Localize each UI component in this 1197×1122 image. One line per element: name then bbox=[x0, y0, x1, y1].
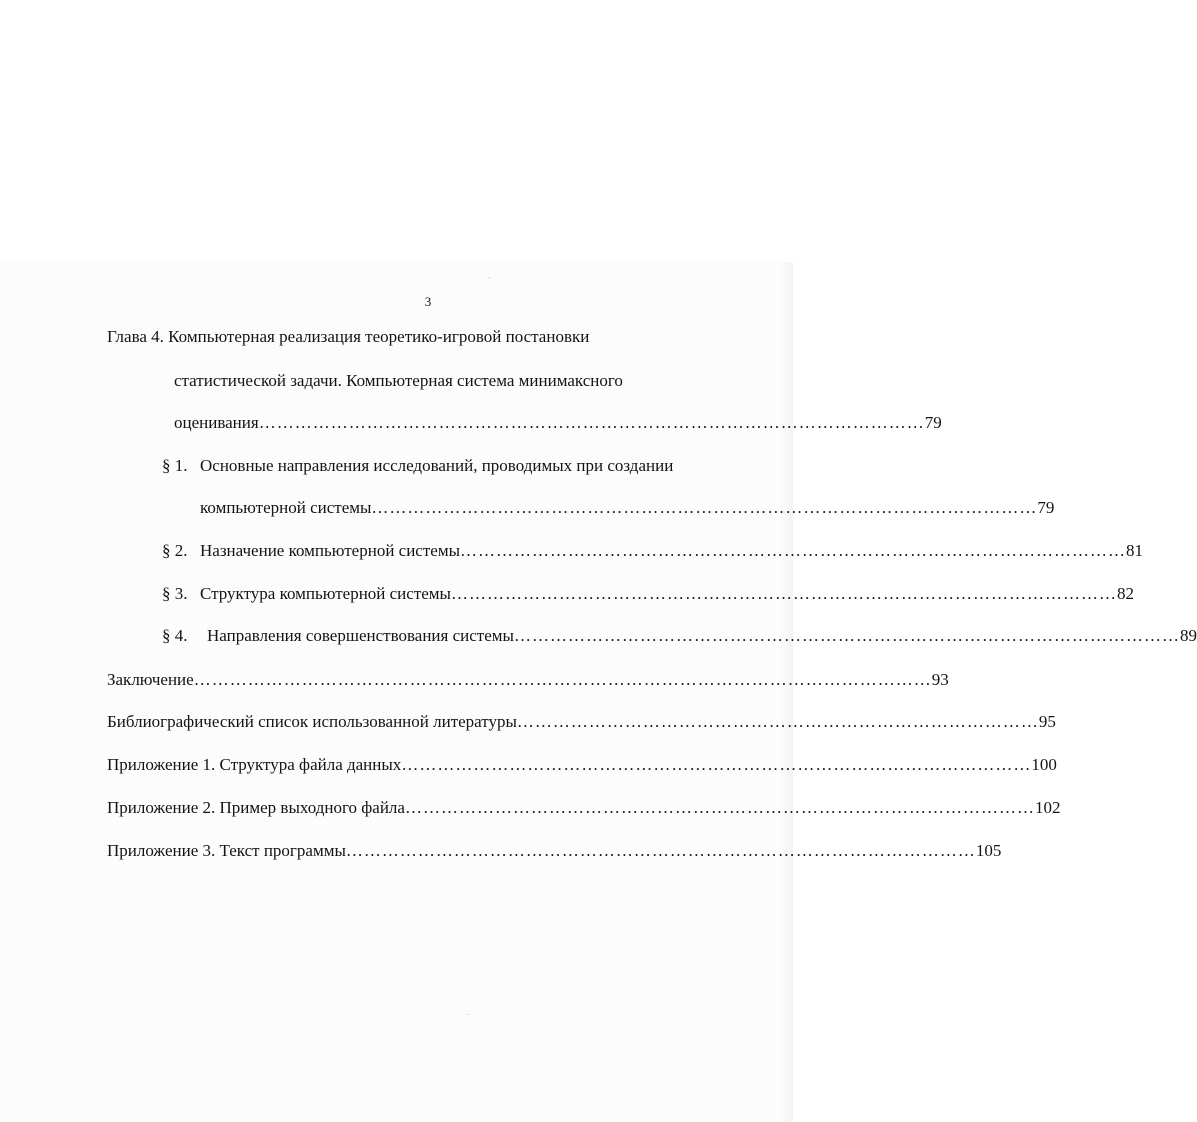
bibliography-page: 95 bbox=[1038, 712, 1056, 731]
toc-section-1-line-1 bbox=[162, 456, 752, 476]
dot-leader: ………………………………………………………………………………………………… bbox=[460, 541, 1127, 560]
dot-leader: ………………………………………………………………………………………………… bbox=[258, 413, 925, 432]
scan-speck bbox=[468, 1014, 469, 1015]
conclusion-page: 93 bbox=[931, 670, 949, 689]
toc-bibliography bbox=[107, 712, 1056, 732]
section-4-page: 89 bbox=[1179, 626, 1197, 645]
chapter-page: 79 bbox=[924, 413, 942, 432]
page-number: 3 bbox=[424, 294, 432, 309]
section-3-mark: § 3. bbox=[162, 584, 188, 603]
section-2-title: Назначение компьютерной системы bbox=[200, 541, 461, 560]
dot-leader: …………………………………………………………………………………………………………… bbox=[193, 670, 932, 689]
appendix-2-page: 102 bbox=[1034, 798, 1061, 817]
section-1-mark: § 1. bbox=[162, 456, 188, 475]
toc-conclusion bbox=[107, 670, 949, 690]
appendix-3-page: 105 bbox=[975, 841, 1002, 860]
toc-section-1-line-2 bbox=[200, 498, 1055, 518]
section-2-page: 81 bbox=[1126, 541, 1144, 560]
chapter-title-line-3: оценивания bbox=[174, 413, 259, 432]
toc-appendix-3 bbox=[107, 841, 1002, 861]
appendix-1-title: Приложение 1. Структура файла данных bbox=[107, 755, 402, 774]
dot-leader: …………………………………………………………………………………………… bbox=[345, 841, 976, 860]
toc-appendix-1 bbox=[107, 755, 1057, 775]
chapter-title-line-1: Глава 4. Компьютерная реализация теоретико-игровой постановки bbox=[107, 327, 590, 346]
toc-appendix-2 bbox=[107, 798, 1061, 818]
appendix-2-title: Приложение 2. Пример выходного файла bbox=[107, 798, 405, 817]
dot-leader: …………………………………………………………………………………………… bbox=[404, 798, 1035, 817]
dot-leader: ………………………………………………………………………………………………… bbox=[513, 626, 1180, 645]
toc-chapter-4-line-1 bbox=[107, 327, 667, 347]
chapter-title-line-2: статистической задачи. Компьютерная система минимаксного bbox=[174, 371, 623, 390]
dot-leader: ………………………………………………………………………………………………… bbox=[450, 584, 1117, 603]
dot-leader: ………………………………………………………………………………………………… bbox=[371, 498, 1038, 517]
toc-section-3 bbox=[162, 584, 1134, 604]
dot-leader: …………………………………………………………………………………………… bbox=[401, 755, 1032, 774]
section-2-mark: § 2. bbox=[162, 541, 188, 560]
bibliography-title: Библиографический список использованной литературы bbox=[107, 712, 517, 731]
dot-leader: …………………………………………………………………………… bbox=[516, 712, 1039, 731]
toc-section-2 bbox=[162, 541, 1144, 561]
section-3-title: Структура компьютерной системы bbox=[200, 584, 451, 603]
appendix-3-title: Приложение 3. Текст программы bbox=[107, 841, 346, 860]
toc-section-4 bbox=[162, 626, 1197, 646]
section-4-title: Направления совершенствования системы bbox=[207, 626, 514, 645]
conclusion-title: Заключение bbox=[107, 670, 194, 689]
section-1-page: 79 bbox=[1037, 498, 1055, 517]
appendix-1-page: 100 bbox=[1031, 755, 1057, 774]
section-3-page: 82 bbox=[1116, 584, 1134, 603]
toc-chapter-4-line-2 bbox=[174, 371, 714, 391]
section-1-title-line-2: компьютерной системы bbox=[200, 498, 372, 517]
scan-edge-shadow bbox=[775, 262, 793, 1122]
toc-chapter-4-line-3 bbox=[174, 413, 942, 433]
scan-background bbox=[0, 262, 793, 1122]
scan-speck bbox=[489, 277, 490, 278]
section-4-mark: § 4. bbox=[162, 626, 188, 645]
section-1-title-line-1: Основные направления исследований, проводимых при создании bbox=[200, 456, 674, 475]
